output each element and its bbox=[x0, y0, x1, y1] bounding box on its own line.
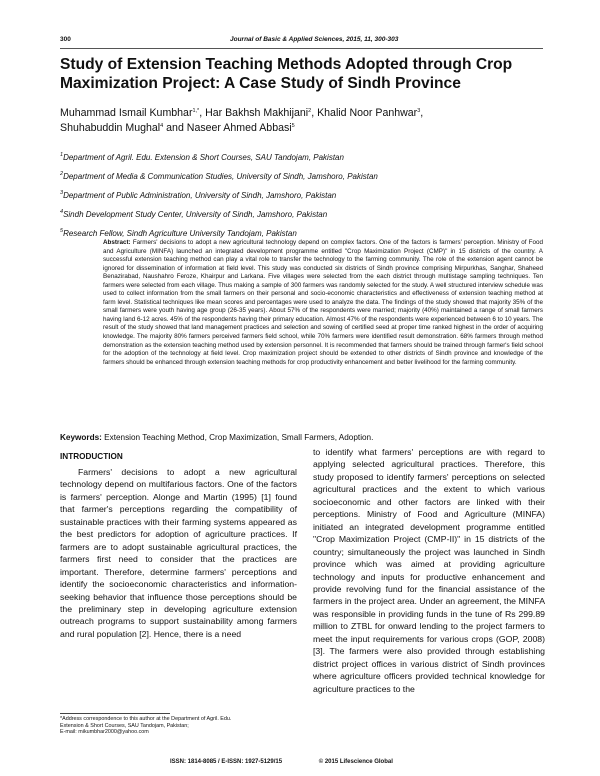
abstract-text: Farmers' decisions to adopt a new agricultural technology depend on complex factors. One of the factors is farmers' perception. Ministry of Food and Agriculture (MINFA) launched an integrated development programme entitled "Crop Maximization Project (CMP)" in 15 districts of the country. A successful extension teaching method can play a vital role to transfer the technology to the farming community. The role of the extension agent cannot be ignored for dissemination of information at field level. This study was conducted six districts of Sindh province comprising Mirpurkhas, Sanghar, Shaheed Benazirabad, Naushahro Feroze, Khairpur and Larkana. Five villages were selected from the each district through multistage sampling techniques. Ten farmers were selected from each village. Thus making a sample of 300 farmers was randomly selected for the study. A well structured interview schedule was used to collect information from the small farmers on their personal and socio-economic characteristics and effectiveness of extension teaching method at farm level. Statistical techniques like mean scores and percentages were used to analyze the data. The findings of the study showed that majority 35% of the small farmers were youth having age group (26-35 years). About 57% of the respondents were married; majority (40%) maintained a range of small farmers having land 6-12 acres. 45% of the respondents having their primary education. Almost 47% of the respondents were experienced between 6 to 10 years. The result of the study showed that land management practices and selection and sowing of certified seed at proper time ranked highest in the order of acquiring knowledge. The majority 80% farmers perceived farmers field school, while 70% farmers were identified result demonstration. 68% farmers through method demonstration as the extension teaching method used by extension personnel. It is recommended that farmers should be trained through farmer's field school for the adoption of the technology at field level. Crop maximization project should be extended to other districts of Sindh province and knowledge of the farmers should be enhanced through extension teaching methods for crop productivity enhancement and better livelihood for the farming community. bbox=[103, 239, 544, 366]
title-line-2: Maximization Project: A Case Study of Sindh Province bbox=[60, 75, 461, 92]
footnote-email: E-mail: mikumbhar2000@yahoo.com bbox=[60, 729, 149, 736]
copyright-text: © 2015 Lifescience Global bbox=[318, 759, 393, 765]
footnote-divider bbox=[60, 713, 170, 714]
intro-paragraph-left: Farmers' decisions to adopt a new agricultural technology depend on multifarious factors. One of the factors is farmers' perception. Alonge and Martin (1995) [1] found that farmer's perceptions regarding the compatibility of sustainable practices with their farming systems appeared as the best predictors for adoption of agriculture practices. If farmers are to adopt sustainable agricultural practices, the farmers first need to consider that the practices are important. Therefore, determine farmers' perceptions and identify the socioeconomic characteristics and information-seeking behavior that influence those perceptions should be the preliminary step in developing agriculture extension outreach programs to support sustainability among farmers and rural population [2]. Hence, there is a need bbox=[60, 467, 297, 639]
affiliation-item: $^2$Department of Media & Communication Studies, University of Sindh, Jamshoro, Pakistan bbox=[60, 171, 378, 181]
correspondence-footnote bbox=[60, 716, 297, 736]
author-name: Muhammad Ismail Kumbhar bbox=[60, 107, 193, 119]
footnote-line: Extension & Short Courses, SAU Tandojam, Pakistan; bbox=[60, 722, 189, 729]
author-sup: 5 bbox=[291, 123, 295, 129]
author-name: Khalid Noor Panhwar bbox=[317, 107, 418, 119]
journal-citation: Journal of Basic & Applied Sciences, 2015, 11, 300-303 bbox=[230, 36, 399, 43]
section-heading-introduction: INTRODUCTION bbox=[60, 452, 123, 461]
paper-title bbox=[60, 55, 545, 93]
keywords-label: Keywords: bbox=[60, 433, 102, 442]
affiliation-list bbox=[60, 153, 545, 248]
author-sup: 1,* bbox=[192, 108, 200, 114]
affiliation-item: $^4$Sindh Development Study Center, University of Sindh, Jamshoro, Pakistan bbox=[60, 209, 328, 219]
author-sup: 4 bbox=[160, 123, 164, 129]
intro-paragraph-right: to identify what farmers' perceptions are with regard to applying selected agricultural practices. Therefore, this study proposed to identify farmers' perceptions on selected agricultural practices and the extent to which various socioeconomic and other factors are linked with their perceptions. Ministry of Food and Agriculture (MINFA) initiated an integrated development programme entitled "Crop Maximization Project (CMP-II)" in 15 districts of the country; simultaneously the project was launched in Sindh province which was aimed at providing agriculture technology and inputs for productive enhancement and provide revolving fund for the financial assistance of the farmers in the project area. Under an agreement, the MINFA was responsible in providing funds in the tune of Rs 299.89 million to ZTBL for onward lending to the project farmers to meet the input requirements for various crops (GOP, 2008) [3]. The farmers were also provided through establishing district project offices in various district of Sindh provinces where agriculture officers provided technical knowledge for agriculture practices to the bbox=[313, 447, 545, 694]
running-header bbox=[60, 36, 543, 49]
author-line-1: Muhammad Ismail Kumbhar$^{1,*}$, Har Bakhsh Makhijani$^2$, Khalid Noor Panhwar$^3$, bbox=[60, 107, 424, 119]
body-column-right bbox=[313, 446, 545, 695]
page-number: 300 bbox=[60, 36, 71, 43]
author-name: Naseer Ahmed Abbasi bbox=[186, 122, 292, 134]
abstract bbox=[103, 239, 543, 367]
footnote-line: *Address correspondence to this author at the Department of Agril. Edu. bbox=[60, 716, 232, 722]
title-line-1: Study of Extension Teaching Methods Adopted through Crop bbox=[60, 56, 513, 73]
page-footer bbox=[170, 759, 393, 765]
author-sup: 3 bbox=[417, 108, 421, 114]
body-column-left bbox=[60, 466, 297, 640]
author-name: Shuhabuddin Mughal bbox=[60, 122, 161, 134]
affiliation-item: $^5$Research Fellow, Sindh Agriculture University Tandojam, Pakistan bbox=[60, 228, 297, 238]
keywords-text: Extension Teaching Method, Crop Maximization, Small Farmers, Adoption. bbox=[104, 433, 374, 442]
author-line-2 bbox=[60, 121, 545, 136]
affiliation-item: $^3$Department of Public Administration, University of Sindh, Jamshoro, Pakistan bbox=[60, 190, 337, 200]
author-list bbox=[60, 106, 545, 136]
issn-text: ISSN: 1814-8085 / E-ISSN: 1927-5129/15 bbox=[170, 759, 283, 765]
affiliation-item: $^1$Department of Agril. Edu. Extension & Short Courses, SAU Tandojam, Pakistan bbox=[60, 152, 344, 162]
keywords bbox=[60, 433, 545, 442]
author-sup: 2 bbox=[308, 108, 312, 114]
author-name: Har Bakhsh Makhijani bbox=[205, 107, 309, 119]
author-conjunction: and bbox=[166, 122, 184, 134]
abstract-label: Abstract: bbox=[103, 239, 131, 246]
